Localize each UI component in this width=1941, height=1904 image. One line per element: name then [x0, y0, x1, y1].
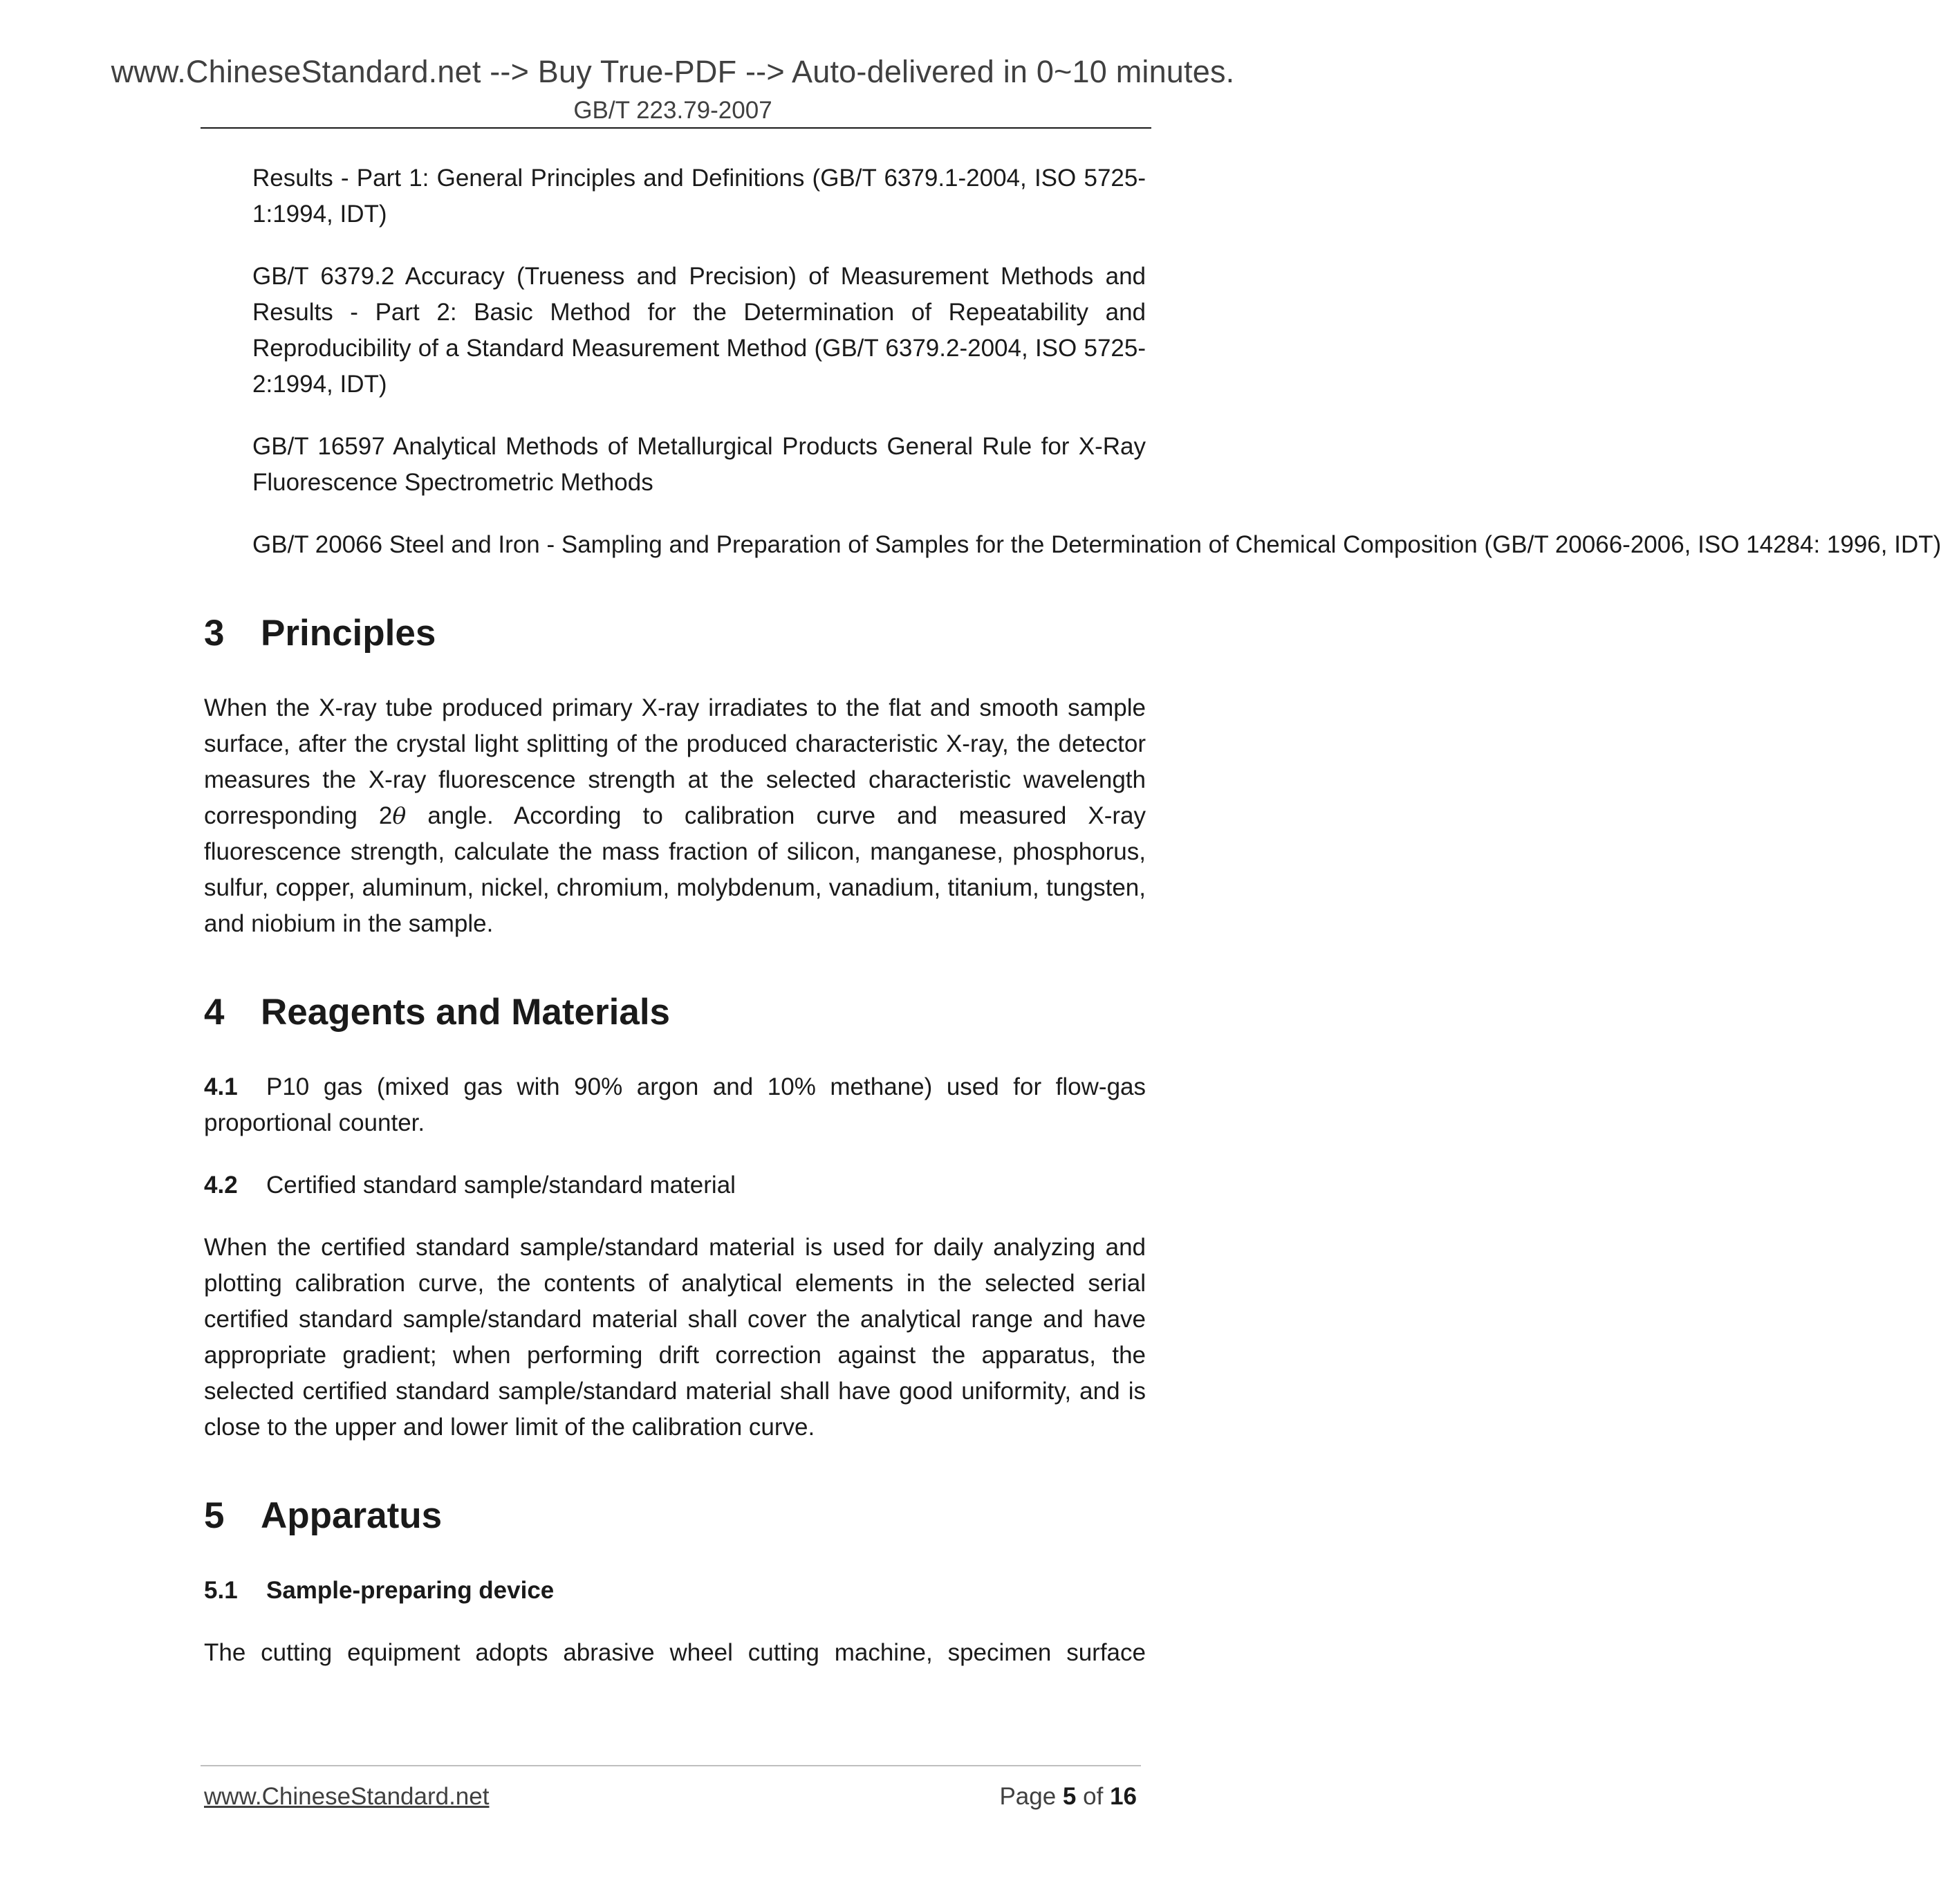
footer-divider — [201, 1765, 1141, 1766]
page-total: 16 — [1110, 1783, 1137, 1810]
clause-5-1-title: Sample-preparing device — [266, 1577, 555, 1604]
theta-symbol: θ — [392, 802, 407, 829]
document-body — [204, 160, 1941, 1697]
principles-text-after: angle. According to calibration curve and measured X-ray fluorescence strength, calculate the mass fraction of silicon, manganese, phosphorus, sulfur, copper, aluminum, nickel, chromium, molybdenum, vanadium, titanium, tungsten, and niobium in the sample. — [204, 802, 1146, 937]
section-3-heading — [204, 611, 1146, 656]
clause-4-2-title: Certified standard sample/standard material — [266, 1172, 736, 1199]
reference-gbt-6379-2: GB/T 6379.2 Accuracy (Trueness and Precision) of Measurement Methods and Results - Part 2: Basic Method for the Determination of Repeatability and Reproducibility of a Standard Measurement Method (GB/T 6379.2-2004, ISO 5725-2:1994, IDT) — [252, 263, 1146, 398]
reference-gbt-20066: GB/T 20066 Steel and Iron - Sampling and Preparation of Samples for the Determination of Chemical Composition (GB/T 20066-2006, ISO 14284: 1996, IDT) — [252, 531, 1941, 558]
page-current: 5 — [1062, 1783, 1077, 1810]
clause-4-2-number: 4.2 — [204, 1172, 238, 1199]
section-5-heading — [204, 1494, 1146, 1538]
reference-gbt-16597: GB/T 16597 Analytical Methods of Metallurgical Products General Rule for X-Ray Fluorescence Spectrometric Methods — [252, 433, 1146, 496]
header-divider — [201, 127, 1151, 129]
section-3-number: 3 — [204, 613, 225, 654]
section-4-heading — [204, 990, 1146, 1035]
principles-paragraph — [204, 690, 1146, 942]
section-4-number: 4 — [204, 992, 225, 1033]
clause-5-1-number: 5.1 — [204, 1577, 238, 1604]
section-4-title: Reagents and Materials — [261, 992, 671, 1033]
clause-5-1-paragraph: The cutting equipment adopts abrasive wheel cutting machine, specimen surface — [204, 1639, 1146, 1666]
clause-4-1-text: P10 gas (mixed gas with 90% argon and 10% methane) used for flow-gas proportional counter. — [204, 1073, 1146, 1136]
principles-text-before: When the X-ray tube produced primary X-ray irradiates to the flat and smooth sample surface, after the crystal light splitting of the produced characteristic X-ray, the detector measures the X-ray fluorescence strength at the selected characteristic wavelength corresponding 2 — [204, 694, 1146, 829]
reference-gbt-6379-1-continued: Results - Part 1: General Principles and Definitions (GB/T 6379.1-2004, ISO 5725-1:1994, IDT) — [252, 165, 1146, 228]
page-of: of — [1083, 1783, 1104, 1810]
section-5-number: 5 — [204, 1495, 225, 1536]
site-banner: www.ChineseStandard.net --> Buy True-PDF --> Auto-delivered in 0~10 minutes. — [111, 54, 1235, 89]
footer-site-link[interactable]: www.ChineseStandard.net — [204, 1783, 490, 1810]
section-5-title: Apparatus — [261, 1495, 443, 1536]
clause-5-1-heading — [204, 1573, 1146, 1609]
clause-4-1 — [204, 1069, 1146, 1141]
clause-4-1-number: 4.1 — [204, 1073, 238, 1100]
clause-4-2-paragraph: When the certified standard sample/standard material is used for daily analyzing and plotting calibration curve, the contents of analytical elements in the selected serial certified standard sample/standard material shall cover the analytical range and have appropriate gradient; when performing drift correction against the apparatus, the selected certified standard sample/standard material shall have good uniformity, and is close to the upper and lower limit of the calibration curve. — [204, 1234, 1146, 1441]
page-label: Page — [999, 1783, 1057, 1810]
clause-4-2-heading — [204, 1167, 1146, 1203]
standard-code: GB/T 223.79-2007 — [573, 97, 772, 124]
section-3-title: Principles — [261, 613, 436, 654]
page-indicator — [999, 1783, 1137, 1811]
